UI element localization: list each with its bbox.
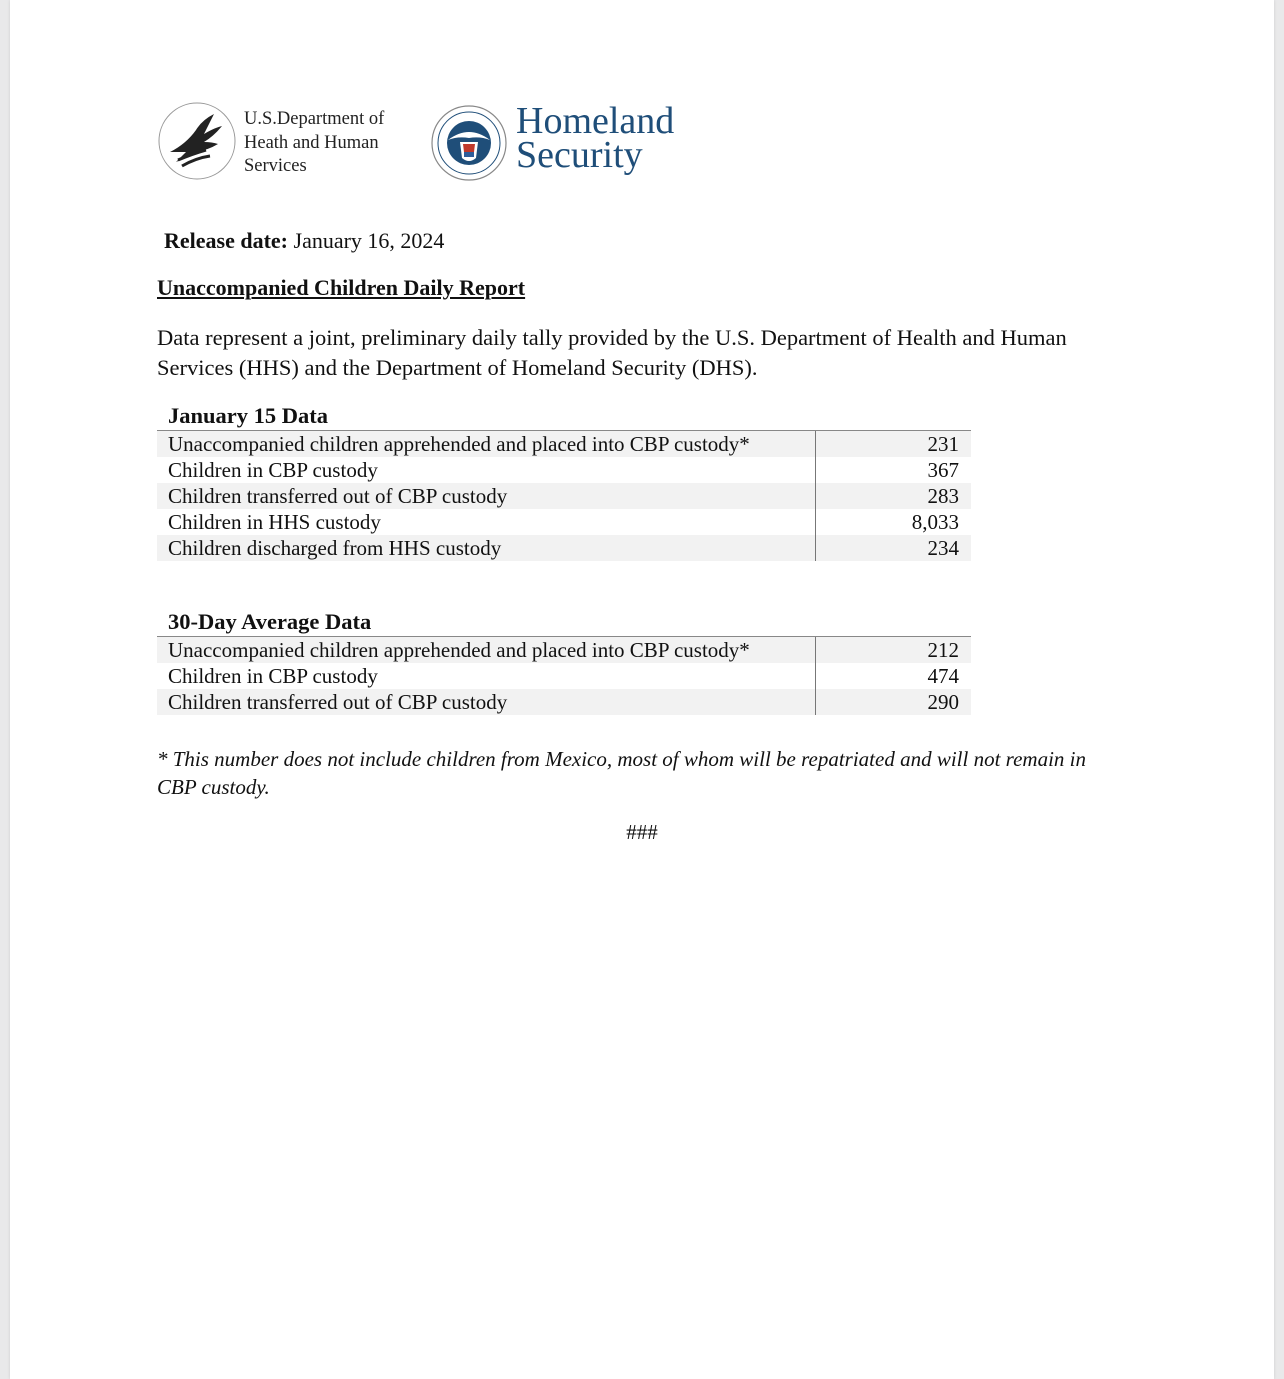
dhs-seal-icon [430, 104, 508, 182]
report-title: Unaccompanied Children Daily Report [157, 275, 526, 300]
document-page [10, 0, 1274, 1379]
release-date-value: January 16, 2024 [293, 228, 445, 253]
hhs-logo-text [244, 108, 384, 179]
table-row [157, 637, 971, 664]
row-label: Children discharged from HHS custody [157, 535, 816, 561]
table-row [157, 663, 971, 689]
hhs-line-1: U.S.Department of [244, 109, 385, 129]
row-label: Children transferred out of CBP custody [157, 483, 816, 509]
row-label: Children in CBP custody [168, 664, 378, 688]
table-row [157, 509, 971, 535]
footnote: * This number does not include children from Mexico, most of whom will be repatriated and will not remain in CBP custody. [157, 747, 1086, 799]
end-mark: ### [626, 820, 658, 844]
row-label: Children in CBP custody [168, 458, 378, 482]
average-heading: 30-Day Average Data [168, 609, 372, 634]
hhs-line-3: Services [244, 156, 307, 176]
row-value: 290 [816, 689, 972, 715]
release-date [164, 228, 444, 254]
table-row [157, 483, 971, 509]
dhs-logo-text [516, 100, 675, 176]
daily-heading: January 15 Data [168, 403, 329, 428]
row-value: 283 [816, 483, 972, 509]
table-row [157, 457, 971, 483]
row-label: Unaccompanied children apprehended and placed into CBP custody* [157, 637, 816, 664]
hhs-line-2: Heath and Human [244, 132, 379, 153]
row-value: 367 [816, 457, 972, 483]
table-row [157, 535, 971, 561]
table-row [157, 689, 971, 715]
table-row [157, 431, 971, 458]
intro-paragraph: Data represent a joint, preliminary daily tally provided by the U.S. Department of Health and Human Services (HHS) and the Department of Homeland Security (DHS). [157, 325, 1067, 380]
row-label: Unaccompanied children apprehended and placed into CBP custody* [157, 431, 816, 458]
dhs-line-2: Security [516, 134, 643, 176]
row-value: 234 [816, 535, 972, 561]
average-table [157, 636, 971, 715]
hhs-eagle-seal-icon [156, 100, 238, 182]
row-value: 231 [816, 431, 972, 458]
row-value: 8,033 [816, 509, 972, 535]
row-value: 212 [816, 637, 972, 664]
row-label: Children transferred out of CBP custody [157, 689, 816, 715]
daily-table [157, 430, 971, 561]
release-date-label: Release date: [164, 228, 289, 253]
row-value: 474 [816, 663, 972, 689]
dhs-line-1: Homeland [516, 100, 675, 142]
row-label: Children in HHS custody [168, 510, 381, 534]
